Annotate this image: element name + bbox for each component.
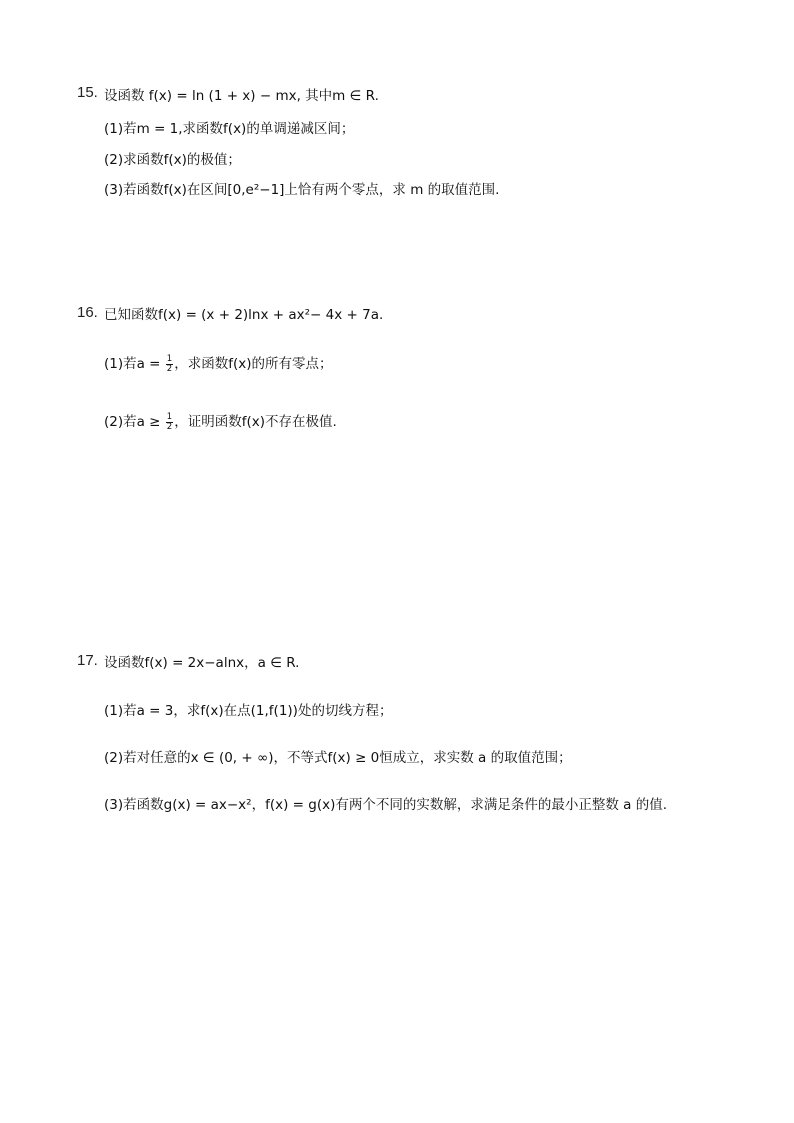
problem-15-part-3: (3)若函数f(x)在区间[0,e²−1]上恰有两个零点，求 m 的取值范围. <box>104 182 500 198</box>
fraction-denominator: 2 <box>166 363 173 374</box>
problem-16-part-2-prefix: (2)若a ≥ <box>104 414 165 430</box>
fraction-numerator: 1 <box>166 353 173 364</box>
problem-17-number: 17. <box>77 652 98 669</box>
problem-15-number: 15. <box>77 84 98 101</box>
problem-17-part-3: (3)若函数g(x) = ax−x²，f(x) = g(x)有两个不同的实数解，求满足条件的最小正整数 a 的值. <box>104 797 667 813</box>
problem-17-part-1: (1)若a = 3，求f(x)在点(1,f(1))处的切线方程； <box>104 703 393 719</box>
problem-17-stem: 设函数f(x) = 2x−alnx，a ∈ R. <box>104 655 300 671</box>
problem-15-part-1: (1)若m = 1,求函数f(x)的单调递减区间； <box>104 121 355 137</box>
problem-17-part-2: (2)若对任意的x ∈ (0, + ∞)，不等式f(x) ≥ 0恒成立，求实数 a 的取值范围； <box>104 750 572 766</box>
problem-16-part-2 <box>104 410 337 432</box>
fraction-numerator: 1 <box>166 411 173 422</box>
fraction-one-half <box>166 355 173 374</box>
problem-16-part-1 <box>104 352 333 374</box>
problem-16-part-1-suffix: ，求函数f(x)的所有零点； <box>174 356 333 372</box>
fraction-one-half <box>166 413 173 432</box>
problem-16-number: 16. <box>77 304 98 321</box>
problem-15-part-2: (2)求函数f(x)的极值； <box>104 152 241 168</box>
problem-15-stem: 设函数 f(x) = ln (1 + x) − mx, 其中m ∈ R. <box>104 88 379 104</box>
problem-16-part-2-suffix: ，证明函数f(x)不存在极值. <box>174 414 337 430</box>
problem-16-part-1-prefix: (1)若a = <box>104 356 165 372</box>
problem-16-stem: 已知函数f(x) = (x + 2)lnx + ax²− 4x + 7a. <box>104 307 384 323</box>
fraction-denominator: 2 <box>166 421 173 432</box>
